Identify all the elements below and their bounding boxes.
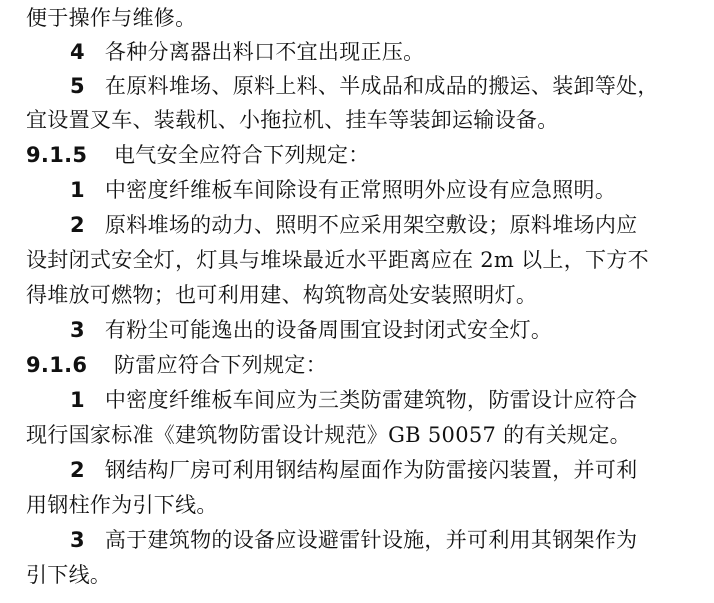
item-number: 5 bbox=[70, 74, 85, 98]
item-number: 2 bbox=[70, 213, 85, 237]
list-item bbox=[70, 68, 700, 104]
line-text: 设封闭式安全灯，灯具与堆垛最近水平距离应在 2m 以上，下方不 bbox=[26, 248, 649, 272]
item-number: 4 bbox=[70, 40, 85, 64]
line-text: 便于操作与维修。 bbox=[26, 6, 197, 30]
item-number: 2 bbox=[70, 458, 85, 482]
line-text: 中密度纤维板车间应为三类防雷建筑物，防雷设计应符合 bbox=[104, 388, 638, 412]
item-number: 1 bbox=[70, 388, 85, 412]
item-number: 1 bbox=[70, 178, 85, 202]
text-line bbox=[26, 487, 700, 523]
line-text: 高于建筑物的设备应设避雷针设施，并可利用其钢架作为 bbox=[104, 528, 638, 552]
list-item bbox=[70, 34, 700, 70]
line-text: 原料堆场的动力、照明不应采用架空敷设；原料堆场内应 bbox=[104, 213, 638, 237]
section-heading bbox=[26, 137, 700, 173]
text-line bbox=[26, 242, 700, 278]
text-line bbox=[26, 0, 700, 36]
section-title: 防雷应符合下列规定： bbox=[114, 353, 327, 377]
list-item bbox=[70, 207, 700, 243]
list-item bbox=[70, 452, 700, 488]
text-line bbox=[26, 417, 700, 453]
section-number: 9.1.5 bbox=[26, 143, 88, 167]
line-text: 中密度纤维板车间除设有正常照明外应设有应急照明。 bbox=[104, 178, 617, 202]
section-title: 电气安全应符合下列规定： bbox=[114, 143, 370, 167]
text-line bbox=[26, 557, 700, 593]
list-item bbox=[70, 312, 700, 348]
line-text: 有粉尘可能逸出的设备周围宜设封闭式安全灯。 bbox=[104, 318, 553, 342]
list-item bbox=[70, 172, 700, 208]
line-text: 现行国家标准《建筑物防雷设计规范》GB 50057 的有关规定。 bbox=[26, 423, 631, 447]
item-number: 3 bbox=[70, 318, 85, 342]
line-text: 钢结构厂房可利用钢结构屋面作为防雷接闪装置，并可利 bbox=[104, 458, 638, 482]
line-text: 宜设置叉车、装载机、小拖拉机、挂车等装卸运输设备。 bbox=[26, 108, 559, 132]
text-line bbox=[26, 277, 700, 313]
line-text: 得堆放可燃物；也可利用建、构筑物高处安装照明灯。 bbox=[26, 283, 538, 307]
line-text: 在原料堆场、原料上料、半成品和成品的搬运、装卸等处， bbox=[104, 74, 659, 98]
text-line bbox=[26, 102, 700, 138]
line-text: 用钢柱作为引下线。 bbox=[26, 493, 218, 517]
item-number: 3 bbox=[70, 528, 85, 552]
section-number: 9.1.6 bbox=[26, 353, 88, 377]
list-item bbox=[70, 522, 700, 558]
section-heading bbox=[26, 347, 700, 383]
list-item bbox=[70, 382, 700, 418]
line-text: 各种分离器出料口不宜出现正压。 bbox=[104, 40, 425, 64]
line-text: 引下线。 bbox=[26, 563, 112, 587]
